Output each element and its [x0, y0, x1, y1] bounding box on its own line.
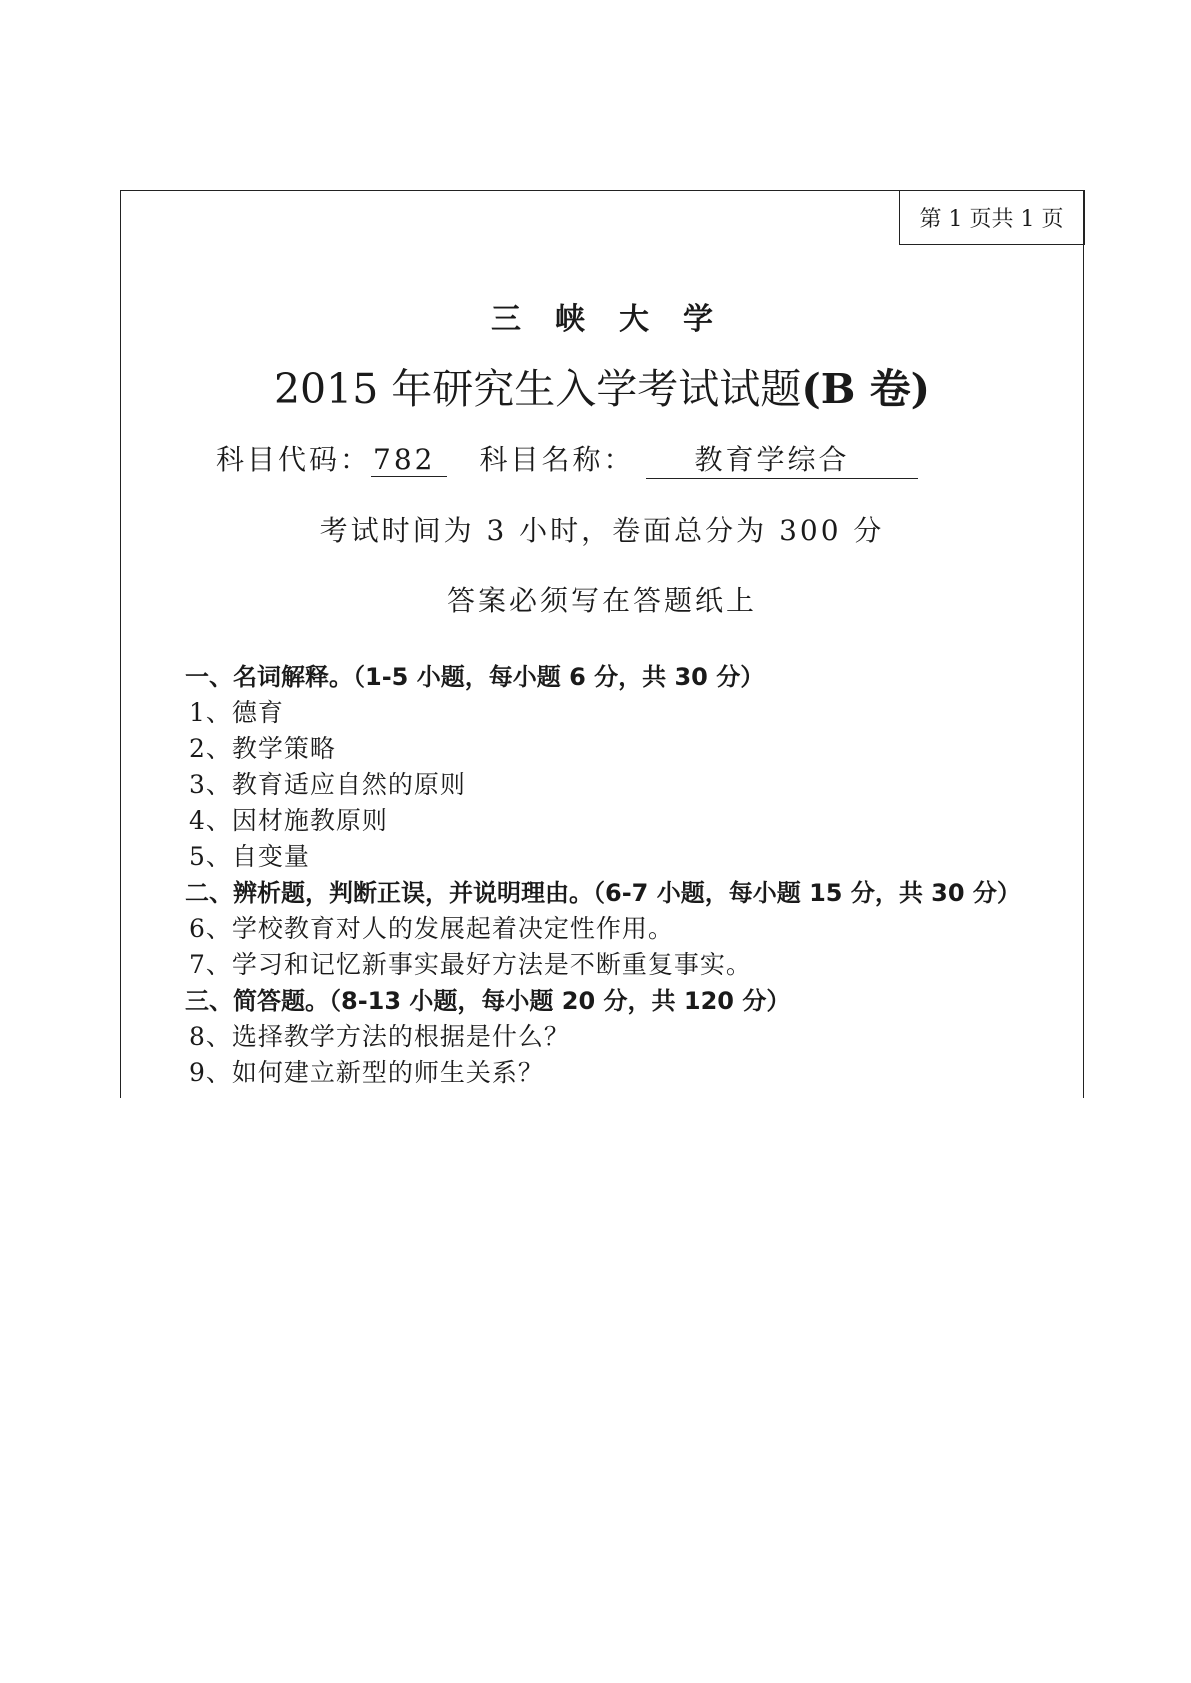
- question-list: [185, 659, 1080, 1091]
- exam-title-main: 2015 年研究生入学考试试题: [273, 365, 802, 413]
- question-item: 1、德育: [189, 698, 284, 727]
- question-item: 3、教育适应自然的原则: [189, 770, 466, 799]
- exam-time: 考试时间为 3 小时，卷面总分为 300 分: [319, 514, 885, 547]
- subject-line: [216, 438, 918, 479]
- exam-title: [121, 356, 1083, 415]
- section-heading: 一、名词解释。（1-5 小题，每小题 6 分，共 30 分）: [185, 663, 765, 691]
- exam-title-paper: (B 卷): [801, 365, 931, 413]
- question-item: 9、如何建立新型的师生关系？: [189, 1058, 544, 1087]
- page-indicator: 第 1 页共 1 页: [899, 190, 1085, 245]
- subject-code: 782: [371, 443, 447, 477]
- question-item: 4、因材施教原则: [189, 806, 388, 835]
- university-name: 三峡大学: [491, 302, 747, 337]
- question-item: 6、学校教育对人的发展起着决定性作用。: [189, 914, 674, 943]
- question-item: 7、学习和记忆新事实最好方法是不断重复事实。: [189, 950, 752, 979]
- subject-code-label: 科目代码：: [216, 443, 372, 476]
- question-item: 5、自变量: [189, 842, 310, 871]
- subject-name-label: 科目名称：: [479, 443, 635, 476]
- section-heading: 二、辨析题，判断正误，并说明理由。（6-7 小题，每小题 15 分，共 30 分）: [185, 879, 1021, 907]
- answer-note: 答案必须写在答题纸上: [446, 584, 757, 617]
- exam-frame: [120, 190, 1084, 1098]
- subject-name: 教育学综合: [646, 438, 918, 479]
- question-item: 8、选择教学方法的根据是什么？: [189, 1022, 570, 1051]
- question-item: 2、教学策略: [189, 734, 336, 763]
- section-heading: 三、简答题。（8-13 小题，每小题 20 分，共 120 分）: [185, 987, 791, 1015]
